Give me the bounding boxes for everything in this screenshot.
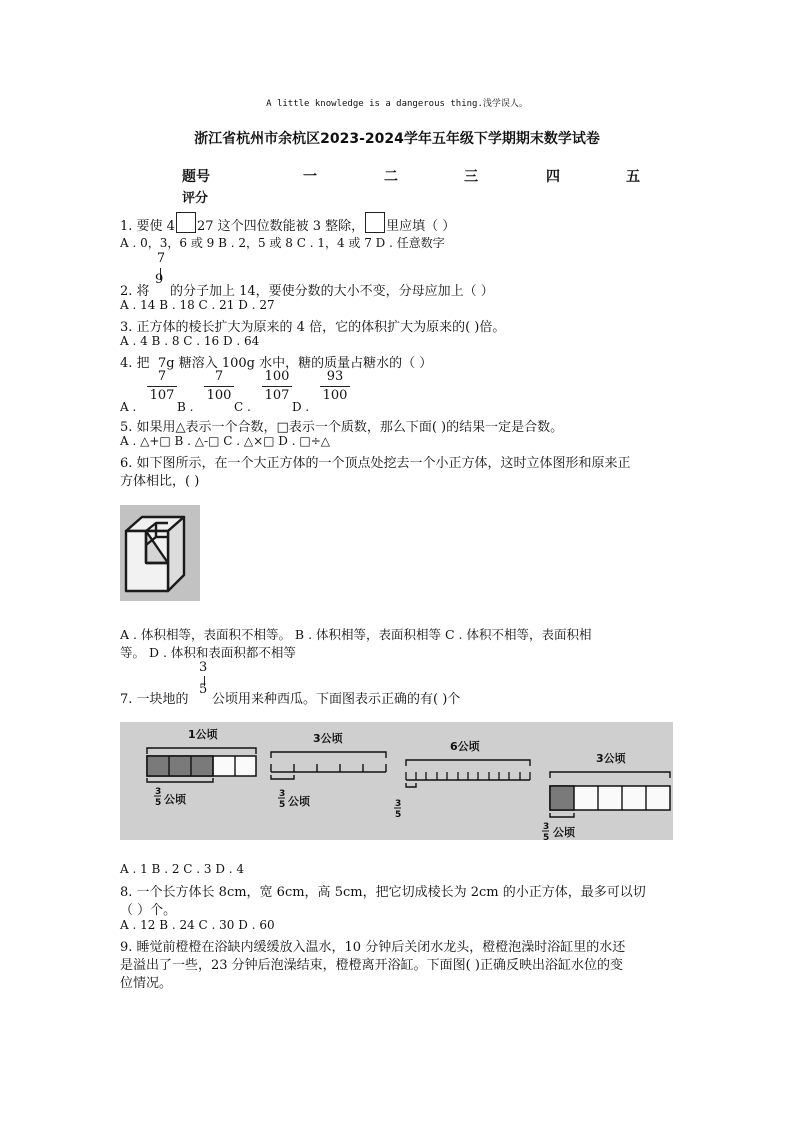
- hectare-figures: [120, 722, 673, 840]
- fig2-part-num: 3: [279, 789, 286, 799]
- q2-text-part2: 的分子加上 14，要使分数的大小不变，分母应加上（ ）: [170, 284, 494, 299]
- q2-text-part1: 2. 将: [120, 284, 150, 299]
- score-header-label: 题号: [182, 169, 210, 185]
- q7-fraction-denominator: 5: [199, 682, 208, 697]
- q2-options: A . 14 B . 18 C . 21 D . 27: [120, 298, 275, 312]
- question-6-line1: 6. 如下图所示，在一个大正方体的一个顶点处挖去一个小正方体，这时立体图形和原来正: [120, 456, 631, 471]
- q4-option-c-label: C .: [234, 400, 251, 414]
- question-6-line2: 方体相比，( ): [120, 474, 200, 489]
- q1-text-part1: 1. 要使 4: [120, 219, 175, 234]
- question-9-line3: 位情况。: [120, 976, 173, 991]
- q6-options-line2: 等。 D . 体积和表面积都不相等: [120, 645, 296, 660]
- question-9-line1: 9. 睡觉前橙橙在浴缺内缓缓放入温水，10 分钟后关闭水龙头，橙橙泡澡时浴缸里的水还: [120, 940, 626, 955]
- q4-fraction-d: $\frac{93}{100}$: [320, 370, 350, 403]
- score-col-2: 二: [384, 169, 398, 185]
- q2-fraction-denominator: 9: [155, 272, 164, 287]
- q4-fraction-a: $\frac{7}{107}$: [147, 370, 177, 403]
- fig1-part-den: 5: [155, 798, 162, 808]
- fig2-total-label: 3公顷: [313, 732, 343, 745]
- fig3-part-num: 3: [395, 799, 402, 809]
- question-9-line2: 是溢出了一些，23 分钟后泡澡结束，橙橙离开浴缸。下面图( )正确反映出浴缸水位的变: [120, 958, 623, 973]
- score-col-3: 三: [464, 169, 478, 185]
- answer-blank-box: [176, 212, 196, 233]
- fig2-part-unit: 公顷: [288, 795, 310, 808]
- fig1-part-num: 3: [155, 787, 162, 797]
- q3-options: A . 4 B . 8 C . 16 D . 64: [120, 334, 260, 348]
- score-row-label: 评分: [182, 191, 209, 206]
- question-1: [120, 212, 455, 234]
- q7-fraction-numerator: 3: [199, 660, 208, 675]
- q2-fraction: 7: [156, 251, 166, 266]
- fig4-part-unit: 公顷: [553, 826, 575, 839]
- fig1-part-unit: 公顷: [164, 793, 186, 806]
- question-5: 5. 如果用△表示一个合数，□表示一个质数，那么下面( )的结果一定是合数。: [120, 420, 564, 435]
- q1-text-part2: 27 这个四位数能被 3 整除，: [196, 219, 365, 234]
- q4-option-d-label: D .: [292, 400, 310, 414]
- exam-title: 浙江省杭州市余杭区2023-2024学年五年级下学期期末数学试卷: [194, 131, 600, 147]
- q4-option-b-label: B .: [177, 400, 194, 414]
- q7-text-part2: 公顷用来种西瓜。下面图表示正确的有( )个: [212, 692, 461, 707]
- answer-blank-box: [365, 212, 385, 233]
- cube-drawing: [120, 505, 200, 601]
- q4-option-a-label: A .: [120, 400, 137, 414]
- fig4-part-den: 5: [543, 833, 550, 840]
- fig1-total-label: 1公顷: [188, 728, 218, 741]
- fig2-part-den: 5: [279, 800, 286, 810]
- q8-options: A . 12 B . 24 C . 30 D . 60: [120, 918, 275, 932]
- hectare-drawing: [120, 722, 673, 840]
- q4-fraction-b: $\frac{7}{100}$: [204, 370, 234, 403]
- fig4-total-label: 3公顷: [596, 752, 626, 765]
- question-8-line1: 8. 一个长方体长 8cm，宽 6cm，高 5cm，把它切成棱长为 2cm 的小正方体，最多可以切: [120, 885, 646, 900]
- q4-fraction-c: $\frac{100}{107}$: [262, 370, 292, 403]
- q1-options: A . 0，3，6 或 9 B . 2，5 或 8 C . 1，4 或 7 D . 任意数字: [120, 236, 445, 250]
- q4-text-part2: 7g 糖溶入 100g 水中，糖的质量占糖水的（ ）: [158, 356, 433, 371]
- score-col-5: 五: [626, 169, 640, 185]
- hollowed-cube-figure: [120, 505, 200, 601]
- score-col-4: 四: [546, 169, 560, 185]
- q7-text-part1: 7. 一块地的: [120, 692, 189, 707]
- fig4-part-num: 3: [543, 822, 550, 832]
- q1-text-part3: 里应填（ ）: [386, 219, 456, 234]
- fig3-total-label: 6公顷: [450, 740, 480, 753]
- fig3-part-den: 5: [395, 810, 402, 820]
- q7-options: A . 1 B . 2 C . 3 D . 4: [120, 862, 245, 876]
- motto: A little knowledge is a dangerous thing.浅学误人。: [266, 99, 528, 109]
- q4-text-part1: 4. 把: [120, 356, 150, 371]
- q6-options-line1: A . 体积相等，表面积不相等。 B . 体积相等，表面积相等 C . 体积不相等，表面积相: [120, 627, 592, 642]
- question-3: 3. 正方体的棱长扩大为原来的 4 倍，它的体积扩大为原来的( )倍。: [120, 320, 506, 335]
- question-8-line2: （ ）个。: [120, 903, 177, 918]
- score-col-1: 一: [303, 169, 317, 185]
- q5-options: A . △+□ B . △-□ C . △×□ D . □÷△: [120, 434, 330, 448]
